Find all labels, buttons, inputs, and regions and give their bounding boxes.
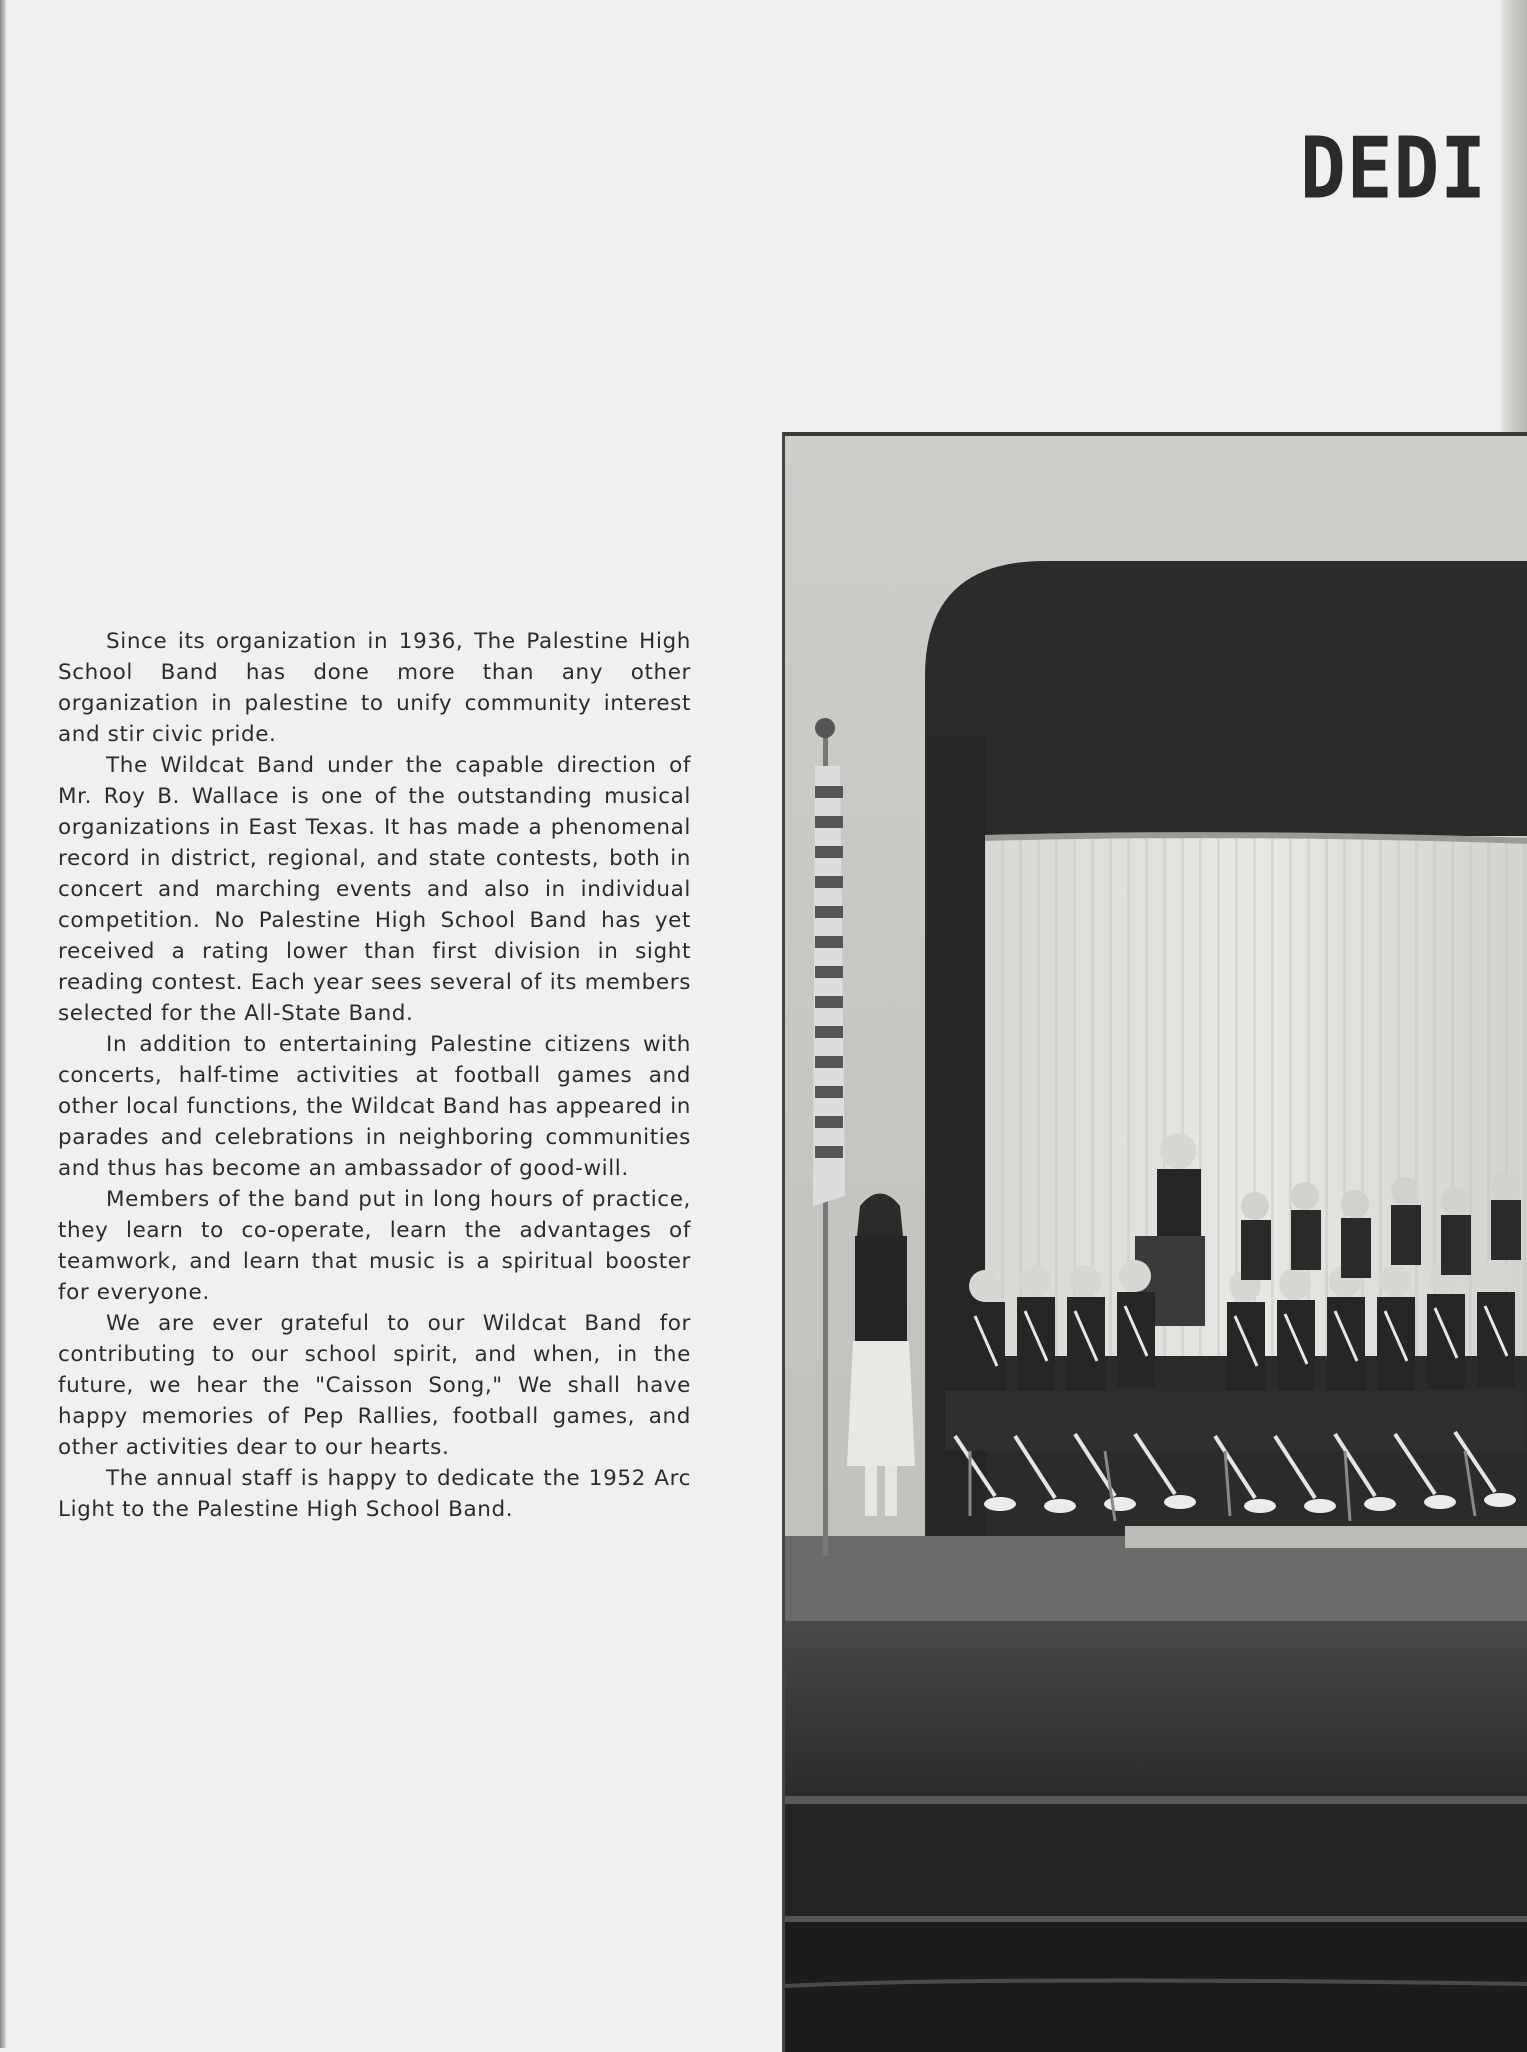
page-title: DEDI <box>1299 118 1487 218</box>
paragraph: In addition to entertaining Palestine citizens with concerts, half-time activities at football games and other local functions, the Wildcat Band has appeared in parades and celebrations in neighboring communities and thus has become an ambassador of good-will. <box>58 1032 691 1181</box>
dedication-text <box>58 626 691 1525</box>
paragraph: Since its organization in 1936, The Palestine High School Band has done more than any other organization in palestine to unify community interest and stir civic pride. <box>58 629 691 747</box>
paragraph: We are ever grateful to our Wildcat Band for contributing to our school spirit, and when, in the future, we hear the "Caisson Song," We shall have happy memories of Pep Rallies, football games, and other activities dear to our hearts. <box>58 1311 691 1460</box>
paragraph: Members of the band put in long hours of practice, they learn to co-operate, learn the advantages of teamwork, and learn that music is a spiritual booster for everyone. <box>58 1187 691 1305</box>
band-on-stage-photo <box>782 432 1527 2052</box>
page-edge <box>0 0 6 2048</box>
paragraph: The annual staff is happy to dedicate the 1952 Arc Light to the Palestine High School Band. <box>58 1466 691 1522</box>
paragraph: The Wildcat Band under the capable direction of Mr. Roy B. Wallace is one of the outstanding musical organizations in East Texas. It has made a phenomenal record in district, regional, and state contests, both in concert and marching events and also in individual competition. No Palestine High School Band has yet received a rating lower than first division in sight reading contest. Each year sees several of its members selected for the All-State Band. <box>58 753 691 1026</box>
photo-illustration <box>785 436 1527 2052</box>
